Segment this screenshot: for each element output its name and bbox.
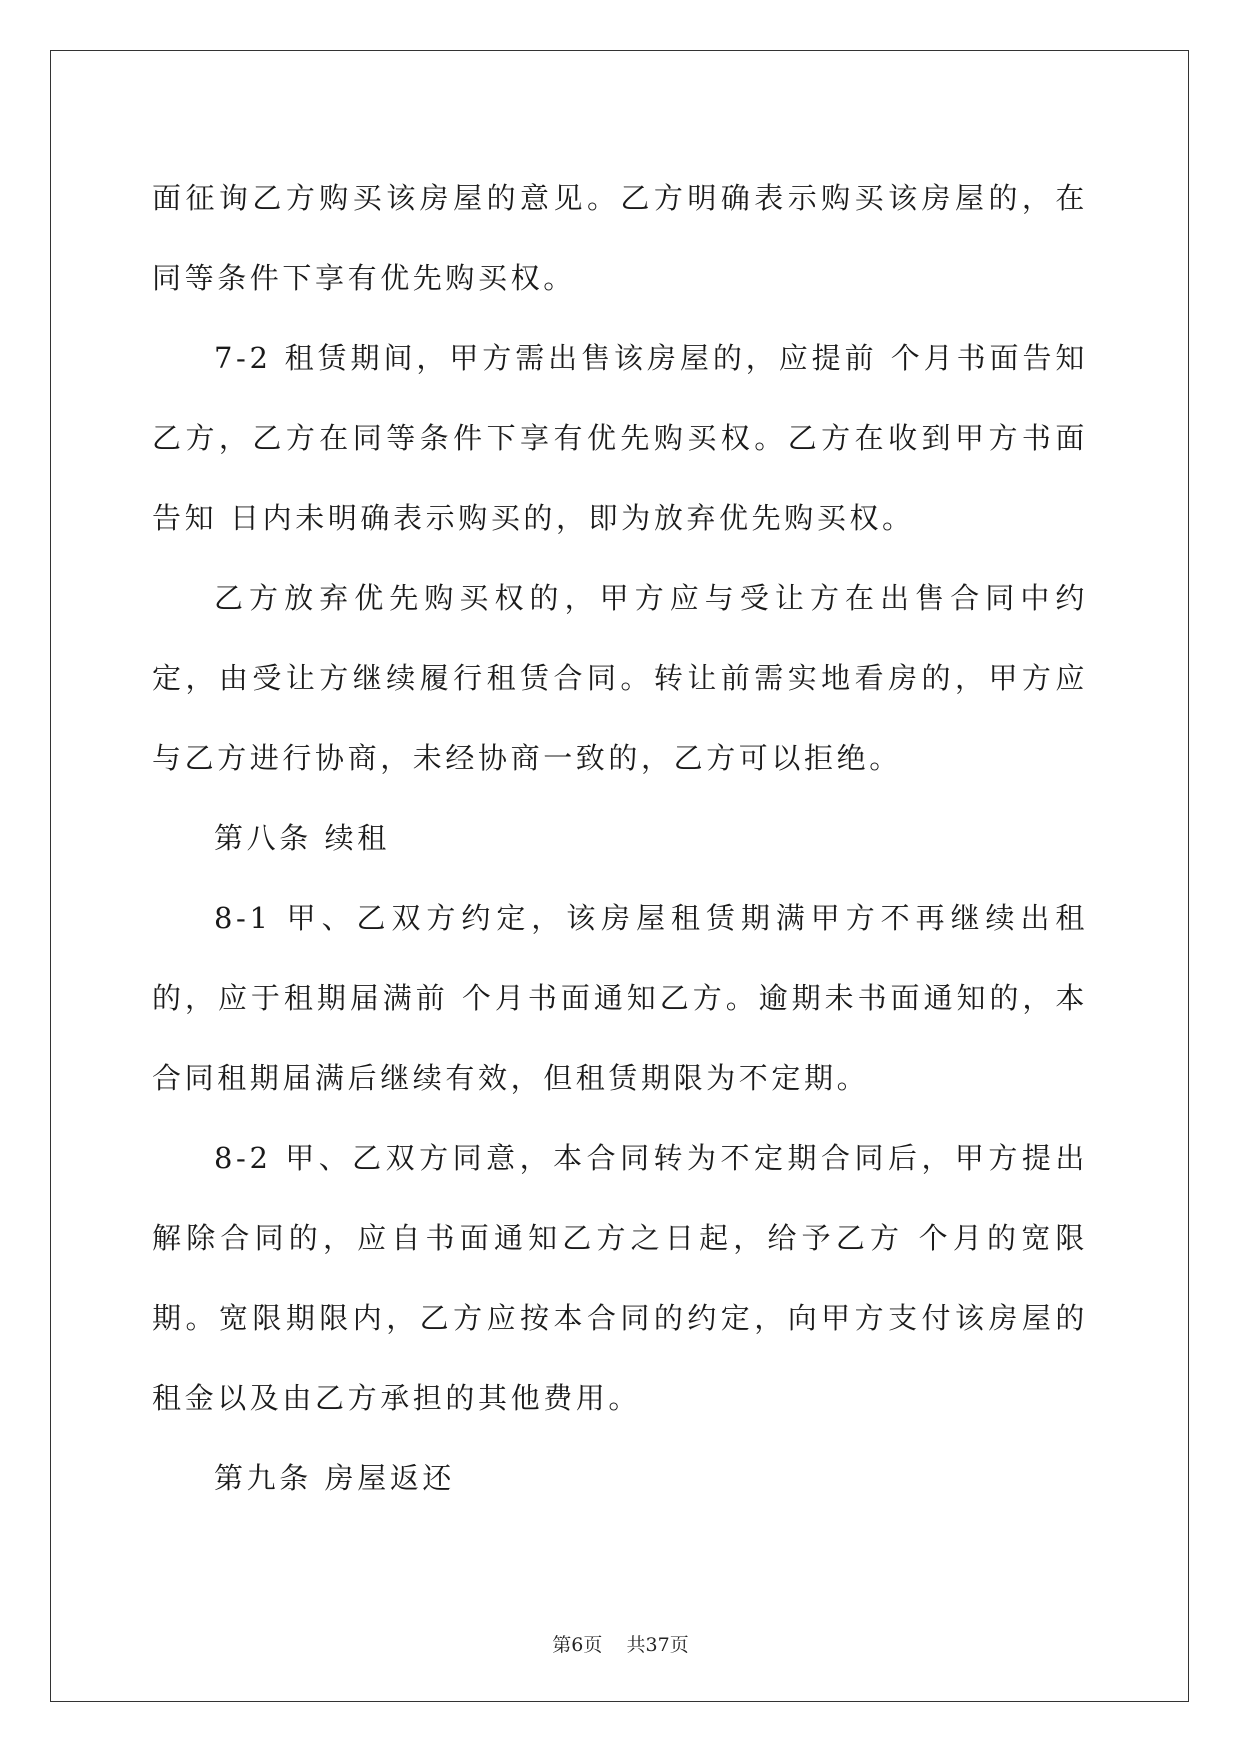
paragraph-continued-option: 面征询乙方购买该房屋的意见。乙方明确表示购买该房屋的，在同等条件下享有优先购买权。 [152,181,1088,295]
paragraph-clause-8-2: 8-2 甲、乙双方同意，本合同转为不定期合同后，甲方提出解除合同的，应自书面通知乙方之日起，给予乙方 个月的宽限期。宽限期限内，乙方应按本合同的约定，向甲方支付该房屋的租金以及由乙方承担的其他费用。 [152,1141,1088,1415]
paragraph-waiver: 乙方放弃优先购买权的，甲方应与受让方在出售合同中约定，由受让方继续履行租赁合同。转让前需实地看房的，甲方应与乙方进行协商，未经协商一致的，乙方可以拒绝。 [152,581,1088,775]
document-body [152,158,1088,1518]
page-total: 共37页 [626,1634,689,1656]
heading-article-8: 第八条 续租 [214,821,390,855]
page-footer [0,1630,1241,1657]
paragraph-clause-7-2: 7-2 租赁期间，甲方需出售该房屋的，应提前 个月书面告知乙方，乙方在同等条件下享有优先购买权。乙方在收到甲方书面告知 日内未明确表示购买的，即为放弃优先购买权。 [152,341,1088,535]
paragraph-clause-8-1: 8-1 甲、乙双方约定，该房屋租赁期满甲方不再继续出租的，应于租期届满前 个月书面通知乙方。逾期未书面通知的，本合同租期届满后继续有效，但租赁期限为不定期。 [152,901,1088,1095]
page-number: 第6页 [552,1634,603,1656]
heading-article-9: 第九条 房屋返还 [214,1461,456,1495]
